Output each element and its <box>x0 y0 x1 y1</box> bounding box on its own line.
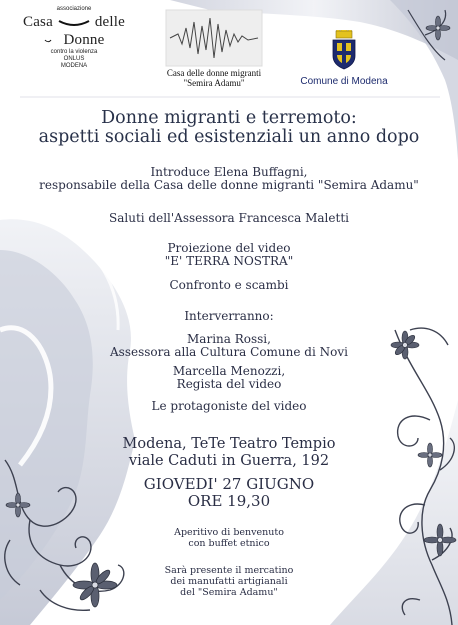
mercatino-line2: dei manufatti artigianali <box>170 576 288 587</box>
aperitivo <box>0 527 458 549</box>
speaker-1-name: Marina Rossi, <box>187 332 271 346</box>
soundwave-icon <box>138 8 290 68</box>
aperitivo-line1: Aperitivo di benvenuto <box>174 527 284 538</box>
speaker-3: Le protagoniste del video <box>151 399 307 413</box>
speaker-2-role: Regista del video <box>176 377 282 391</box>
confronto: Confronto e scambi <box>169 278 289 292</box>
interverranno-heading: Interverranno: <box>184 309 274 323</box>
assoc-line2: ONLUS <box>63 56 85 62</box>
intro <box>0 166 458 192</box>
title-line1: Donne migranti e terremoto: <box>101 108 357 128</box>
venue-line1: Modena, TeTe Teatro Tempio <box>122 436 336 452</box>
mercatino-line1: Sarà presente il mercatino <box>164 565 294 576</box>
comune-modena-logo <box>296 30 392 87</box>
aperitivo-line2: con buffet etnico <box>188 538 270 549</box>
speaker-2-name: Marcella Menozzi, <box>172 364 286 378</box>
smile-mark-icon <box>57 19 91 27</box>
mercatino-line3: del "Semira Adamu" <box>180 587 278 598</box>
smile-mark-icon <box>44 37 60 45</box>
modena-label: Comune di Modena <box>300 76 388 87</box>
semira-adamu-logo <box>138 8 290 92</box>
semira-text: Casa delle donne migranti "Semira Adamu" <box>166 68 262 88</box>
event-title <box>0 109 458 147</box>
intro-line1: Introduce Elena Buffagni, <box>150 165 308 179</box>
mercatino <box>0 565 458 598</box>
assoc-line1: contro la violenza <box>50 49 98 55</box>
assoc-name: Casa delle Donne <box>22 14 126 48</box>
date-time <box>0 476 458 510</box>
saluti: Saluti dell'Assessora Francesca Maletti <box>109 211 349 225</box>
coat-of-arms-icon <box>329 30 359 70</box>
proiezione-line1: Proiezione del video <box>167 241 291 255</box>
proiezione <box>0 242 458 268</box>
event-time: ORE 19,30 <box>187 492 271 510</box>
event-date: GIOVEDI' 27 GIUGNO <box>143 475 315 493</box>
proiezione-line2: "E' TERRA NOSTRA" <box>164 254 294 268</box>
venue <box>0 436 458 470</box>
association-logo <box>14 6 134 70</box>
title-line2: aspetti sociali ed esistenziali un anno dopo <box>38 127 420 147</box>
speaker-1-role: Assessora alla Cultura Comune di Novi <box>110 345 348 359</box>
speaker-2 <box>0 365 458 391</box>
speaker-1 <box>0 333 458 359</box>
intro-line2: responsabile della Casa delle donne migranti "Semira Adamu" <box>39 178 419 192</box>
venue-line2: viale Caduti in Guerra, 192 <box>128 453 330 469</box>
assoc-small-top: associazione <box>56 6 92 12</box>
assoc-line3: MODENA <box>60 63 88 69</box>
